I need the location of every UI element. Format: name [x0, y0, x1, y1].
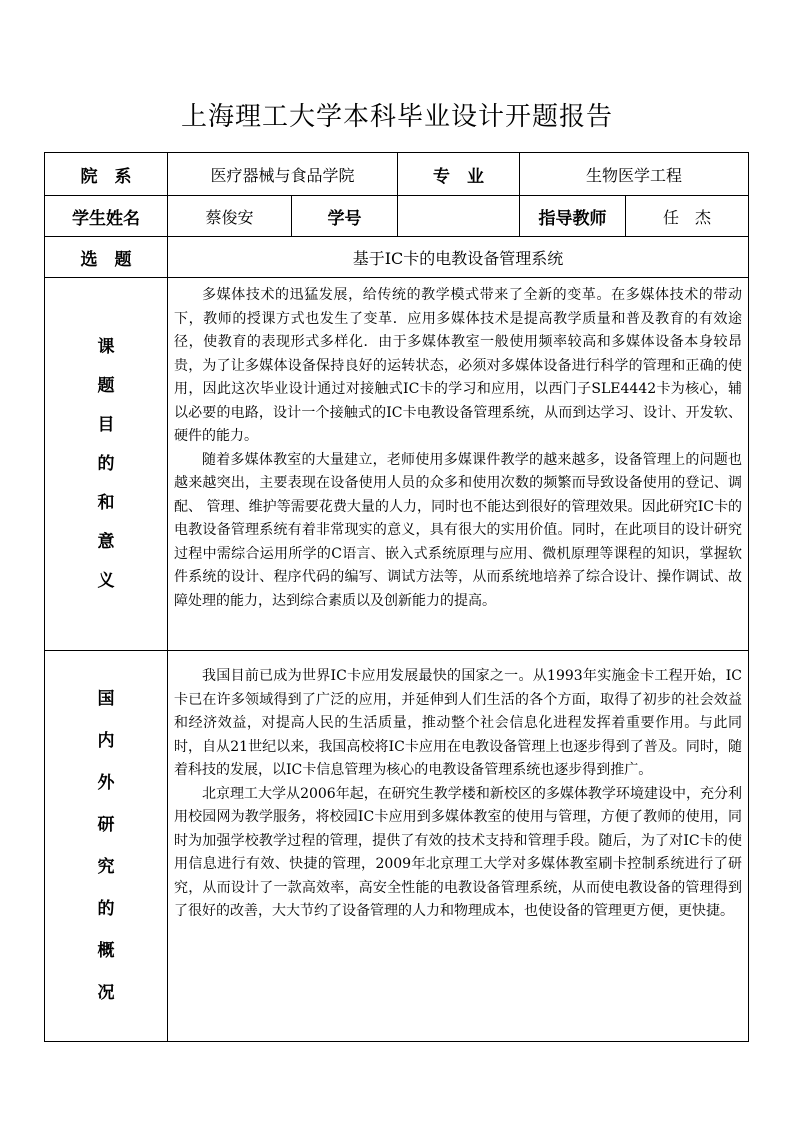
- topic-value: 基于IC卡的电教设备管理系统: [168, 237, 749, 278]
- purpose-label-char: 课: [97, 336, 115, 357]
- purpose-label-char: 义: [97, 570, 115, 591]
- purpose-row: [45, 278, 749, 651]
- topic-label: 选 题: [45, 237, 168, 278]
- student-id-label: 学号: [292, 196, 398, 237]
- advisor-value: 任 杰: [626, 196, 749, 237]
- purpose-label-char: 目: [97, 414, 115, 435]
- purpose-label-char: 题: [97, 375, 115, 396]
- research-label-char: 的: [97, 898, 115, 919]
- purpose-label: [45, 278, 168, 651]
- major-label: 专 业: [398, 153, 520, 196]
- purpose-paragraph: 多媒体技术的迅猛发展，给传统的教学模式带来了全新的变革。在多媒体技术的带动下，教师的授课方式也发生了变革．应用多媒体技术是提高教学质量和普及教育的有效途径，使教育的表现形式多样化．由于多媒体教室一般使用频率较高和多媒体设备本身较昂贵，为了让多媒体设备保持良好的运转状态，必须对多媒体设备进行科学的管理和正确的使用，因此这次毕业设计通过对接触式IC卡的学习和应用，以西门子SLE4442卡为核心，辅以必要的电路，设计一个接触式的IC卡电教设备管理系统，从而到达学习、设计、开发软、硬件的能力。: [174, 287, 743, 444]
- purpose-label-char: 的: [97, 453, 115, 474]
- topic-row: [45, 237, 749, 278]
- report-form-table: [44, 152, 749, 1042]
- research-content: [168, 651, 749, 1042]
- research-paragraph: 我国目前已成为世界IC卡应用发展最快的国家之一。从1993年实施金卡工程开始，IC卡已在许多领域得到了广泛的应用，并延伸到人们生活的各个方面，取得了初步的社会效益和经济效益，对提高人民的生活质量，推动整个社会信息化进程发挥着重要作用。与此同时，自从21世纪以来，我国高校将IC卡应用在电教设备管理上也逐步得到了普及。同时，随着科技的发展，以IC卡信息管理为核心的电教设备管理系统也逐步得到推广。: [174, 668, 743, 778]
- research-row: [45, 651, 749, 1042]
- advisor-label: 指导教师: [520, 196, 626, 237]
- research-label-char: 研: [97, 814, 115, 835]
- major-value: 生物医学工程: [520, 153, 749, 196]
- purpose-label-char: 和: [97, 492, 115, 513]
- research-label-char: 国: [97, 688, 115, 709]
- student-name-value: 蔡俊安: [168, 196, 292, 237]
- student-id-value: [398, 196, 520, 237]
- research-label-char: 究: [97, 856, 115, 877]
- student-row: [45, 196, 749, 237]
- student-name-label: 学生姓名: [45, 196, 168, 237]
- department-row: [45, 153, 749, 196]
- purpose-content: [168, 278, 749, 651]
- purpose-paragraph: 随着多媒体教室的大量建立，老师使用多媒课件教学的越来越多，设备管理上的问题也越来越突出，主要表现在设备使用人员的众多和使用次数的频繁而导致设备使用的登记、调配、 管理、维护等需要花费大量的人力，同时也不能达到很好的管理效果。因此研究IC卡的电教设备管理系统有着非常现实的意义，具有很大的实用价值。同时，在此项目的设计研究过程中需综合运用所学的C语言、嵌入式系统原理与应用、微机原理等课程的知识，掌握软件系统的设计、程序代码的编写、调试方法等，从而系统地培养了综合设计、操作调试、故障处理的能力，达到综合素质以及创新能力的提高。: [174, 451, 743, 609]
- purpose-label-char: 意: [97, 531, 115, 552]
- page-title: 上海理工大学本科毕业设计开题报告: [180, 102, 613, 132]
- research-label-char: 概: [97, 940, 115, 961]
- research-label-char: 况: [97, 982, 115, 1003]
- research-paragraph: 北京理工大学从2006年起，在研究生教学楼和新校区的多媒体教学环境建设中，充分利用校园网为教学服务，将校园IC卡应用到多媒体教室的使用与管理，方便了教师的使用，同时为加强学校教学过程的管理，提供了有效的技术支持和管理手段。随后，为了对IC卡的使用信息进行有效、快捷的管理，2009年北京理工大学对多媒体教室刷卡控制系统进行了研究，从而设计了一款高效率，高安全性能的电教设备管理系统，从而使电教设备的管理得到了很好的改善，大大节约了设备管理的人力和物理成本，也使设备的管理更方便，更快捷。: [174, 785, 743, 919]
- department-label: 院 系: [45, 153, 168, 196]
- research-label: [45, 651, 168, 1042]
- research-label-char: 内: [97, 730, 115, 751]
- research-label-char: 外: [97, 772, 115, 793]
- department-value: 医疗器械与食品学院: [168, 153, 398, 196]
